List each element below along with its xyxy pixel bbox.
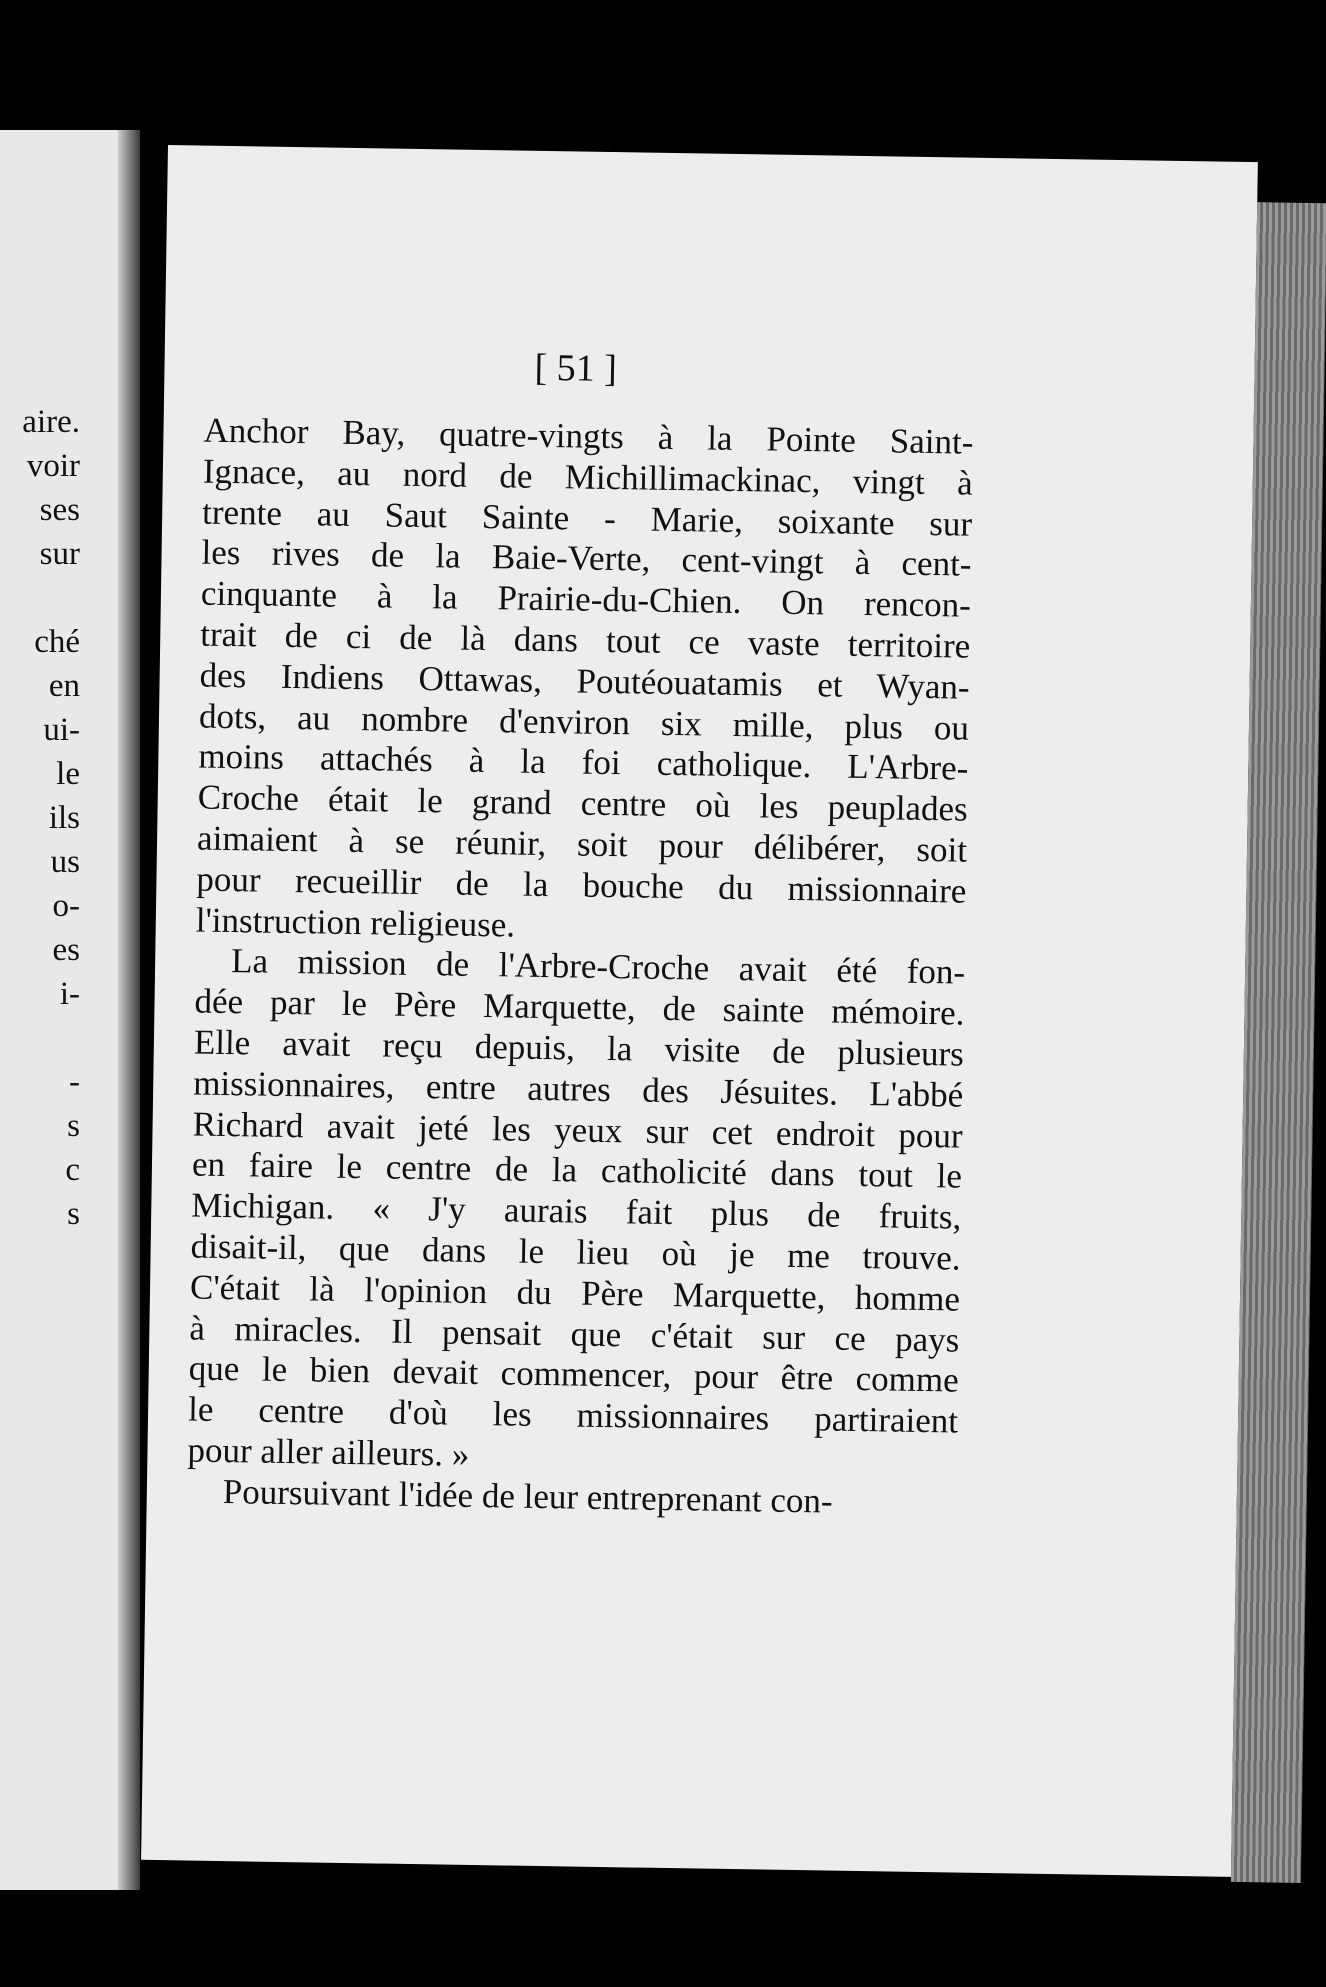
fragment-line: en (48, 668, 80, 704)
text-line: des Indiens Ottawas, Poutéouatamis et Wyan- (199, 655, 970, 707)
text-line: disait-il, que dans le lieu où je me trouve. (190, 1226, 961, 1278)
fragment-line (0, 576, 80, 620)
fragment-line: ui- (43, 712, 80, 748)
text-line: Croche était le grand centre où les peuplades (197, 777, 968, 829)
text-line: trait de ci de là dans tout ce vaste territoire (200, 614, 971, 666)
fragment-line: - (69, 1064, 80, 1100)
text-line: Michigan. « J'y aurais fait plus de fruits, (191, 1185, 962, 1237)
fragment-line: us (50, 844, 80, 880)
text-line: Elle avait reçu depuis, la visite de plusieurs (193, 1022, 965, 1074)
right-page (141, 145, 1258, 1877)
text-line: que le bien devait commencer, pour être comme (188, 1348, 959, 1400)
text-line: cinquante à la Prairie-du-Chien. On rencon- (200, 573, 972, 625)
fragment-line: voir (26, 448, 80, 484)
text-line: C'était là l'opinion du Père Marquette, homme (189, 1267, 961, 1319)
fragment-line: ses (39, 492, 80, 528)
fragment-line: sur (39, 536, 80, 572)
fragment-line: i- (59, 976, 80, 1012)
text-line: Poursuivant l'idée de leur entreprenant con- (222, 1471, 833, 1521)
left-page (0, 130, 140, 1890)
text-line: à miracles. Il pensait que c'était sur ce pays (189, 1308, 960, 1360)
text-line: le centre d'où les missionnaires partiraient (187, 1389, 959, 1441)
fragment-line: ils (48, 800, 80, 836)
fragment-line: le (56, 756, 80, 792)
page-edge-stack (1231, 202, 1326, 1883)
fragment-line (0, 1016, 80, 1060)
paragraph (196, 411, 974, 953)
text-line: aimaient à se réunir, soit pour délibérer, soit (196, 818, 968, 870)
page-number: [ 51 ] (534, 346, 618, 391)
fragment-line: es (52, 932, 80, 968)
text-line: La mission de l'Arbre-Croche avait été fon- (230, 941, 966, 992)
text-line: Ignace, au nord de Michillimackinac, vingt à (202, 451, 974, 503)
text-line: dée par le Père Marquette, de sainte mémoire. (194, 981, 965, 1033)
paragraph (187, 941, 965, 1483)
fragment-line: c (65, 1152, 80, 1188)
text-line: pour aller ailleurs. » (187, 1430, 470, 1474)
text-line: Richard avait jeté les yeux sur cet endroit pour (192, 1104, 963, 1156)
fragment-line: s (67, 1108, 80, 1144)
text-line: moins attachés à la foi catholique. L'Arbre- (198, 736, 969, 789)
text-line: l'instruction religieuse. (195, 900, 516, 945)
text-line: trente au Saut Sainte - Marie, soixante sur (201, 492, 973, 544)
fragment-line: s (67, 1196, 80, 1232)
gutter-shadow (118, 130, 140, 1890)
fragment-line: aire. (22, 404, 80, 440)
body-text (187, 411, 974, 1524)
fragment-line: o- (52, 888, 80, 924)
text-line: les rives de la Baie-Verte, cent-vingt à cent- (201, 532, 972, 585)
text-line: missionnaires, entre autres des Jésuites. L'abbé (192, 1063, 964, 1115)
text-line: dots, au nombre d'environ six mille, plus ou (198, 696, 970, 748)
left-page-text-fragments (0, 400, 80, 1236)
text-line: en faire le centre de la catholicité dans tout le (191, 1144, 963, 1196)
text-line: Anchor Bay, quatre-vingts à la Pointe Saint- (203, 410, 974, 462)
fragment-line: ché (34, 624, 80, 660)
text-line: pour recueillir de la bouche du missionnaire (196, 859, 967, 911)
